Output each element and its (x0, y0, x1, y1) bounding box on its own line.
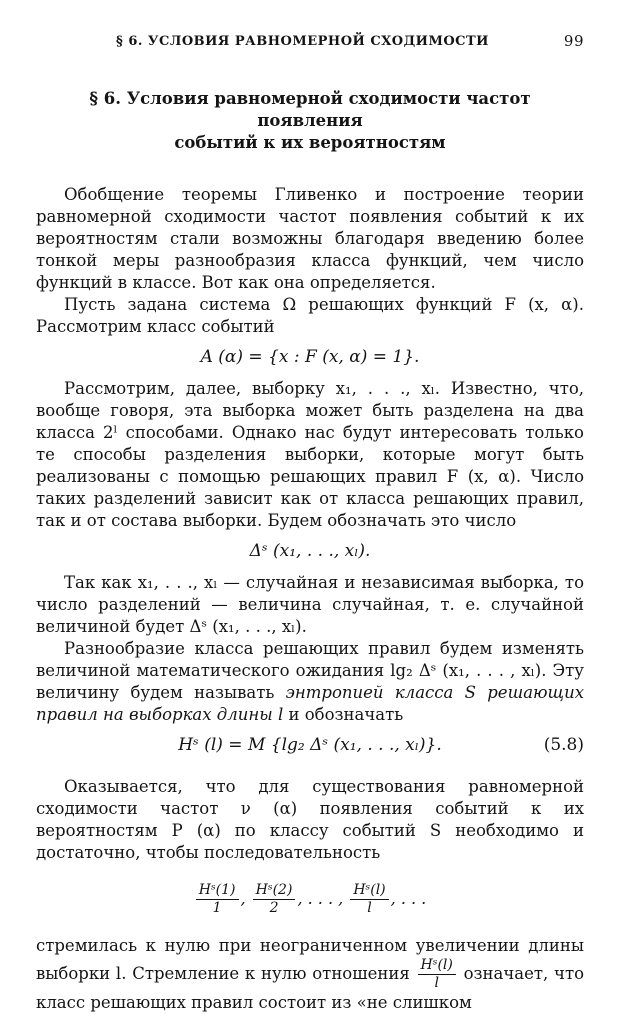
running-head (36, 30, 584, 54)
sequence-separator: , . . . , (297, 889, 344, 908)
paragraph-5-end: и обозначать (283, 705, 404, 724)
entropy-term: энтропией класса S решающих правил на выборках длины l (36, 683, 585, 724)
paragraph-5-start: Разнообразие класса решающих правил будем изменять величиной математического ожидания lg₂ Δˢ (x₁, . . . , xₗ). Эту величину будем называть (36, 639, 584, 702)
paragraph-2: Пусть задана система Ω решающих функций F (x, α). Рассмотрим класс событий (36, 295, 584, 336)
inline-fraction: $\frac{\text{Hˢ(l)}}{l}$ (418, 957, 456, 992)
page (36, 30, 584, 1014)
section-title-line1: § 6. Условия равномерной сходимости частот появления (89, 89, 531, 130)
formula-entropy (36, 732, 584, 758)
running-head-title: § 6. УСЛОВИЯ РАВНОМЕРНОЙ СХОДИМОСТИ (116, 34, 489, 49)
paragraph-4: Так как x₁, . . ., xₗ — случайная и независимая выборка, то число разделений — величина случайная, т. е. случайной величиной будет Δˢ (x₁, . . ., xₗ). (36, 573, 584, 636)
equation-number: (5.8) (543, 735, 584, 755)
paragraph-6: Оказывается, что для существования равномерной сходимости частот ν (α) появления событий к их вероятностям P (α) по классу событий S необходимо и достаточно, чтобы последовательность (36, 777, 584, 862)
sequence-fraction-l: $\frac{\text{Hˢ(l)}}{l}$ (350, 882, 388, 917)
formula-delta: Δˢ (x₁, . . ., xₗ). (249, 541, 371, 561)
paragraph-7-end: означает, что класс решающих правил состоит из «не слишком (36, 964, 585, 1012)
formula-event-class: A (α) = {x : F (x, α) = 1}. (200, 347, 420, 367)
paragraph-1: Обобщение теоремы Гливенко и построение теории равномерной сходимости частот появления событий к их вероятностям стали возможны благодаря введению более тонкой меры разнообразия класса функций, чем число функций в классе. Вот как она определяется. (36, 185, 584, 292)
section-title-line2: событий к их вероятностям (174, 133, 446, 152)
entropy-sequence: $\frac{\text{Hˢ(1)}}{1}$ , $\frac{\text{Hˢ(2)}}{2}$ , . . . , $\frac{\text{Hˢ(l)}}{l}$ , . . . (36, 882, 584, 917)
formula-entropy-body: Hˢ (l) = M {lg₂ Δˢ (x₁, . . ., xₗ)}. (178, 735, 442, 755)
sequence-tail: , . . . (390, 889, 427, 908)
section-title (36, 88, 584, 154)
sequence-fraction-1: $\frac{\text{Hˢ(1)}}{1}$ (196, 882, 239, 917)
page-number: 99 (563, 32, 584, 50)
sequence-fraction-2: $\frac{\text{Hˢ(2)}}{2}$ (253, 882, 296, 917)
paragraph-7 (36, 935, 584, 1014)
paragraph-3: Рассмотрим, далее, выборку x₁, . . ., xₗ. Известно, что, вообще говоря, эта выборка может быть разделена на два класса 2ˡ способами. Однако нас будут интересовать только те способы разделения выборки, которые могут быть реализованы с помощью решающих правил F (x, α). Число таких разделений зависит как от класса решающих правил, так и от состава выборки. Будем обозначать это число (36, 379, 584, 530)
paragraph-5 (36, 638, 584, 726)
paragraph-7-start: стремилась к нулю при неограниченном увеличении длины выборки l. Стремление к нулю отношения (36, 936, 584, 983)
